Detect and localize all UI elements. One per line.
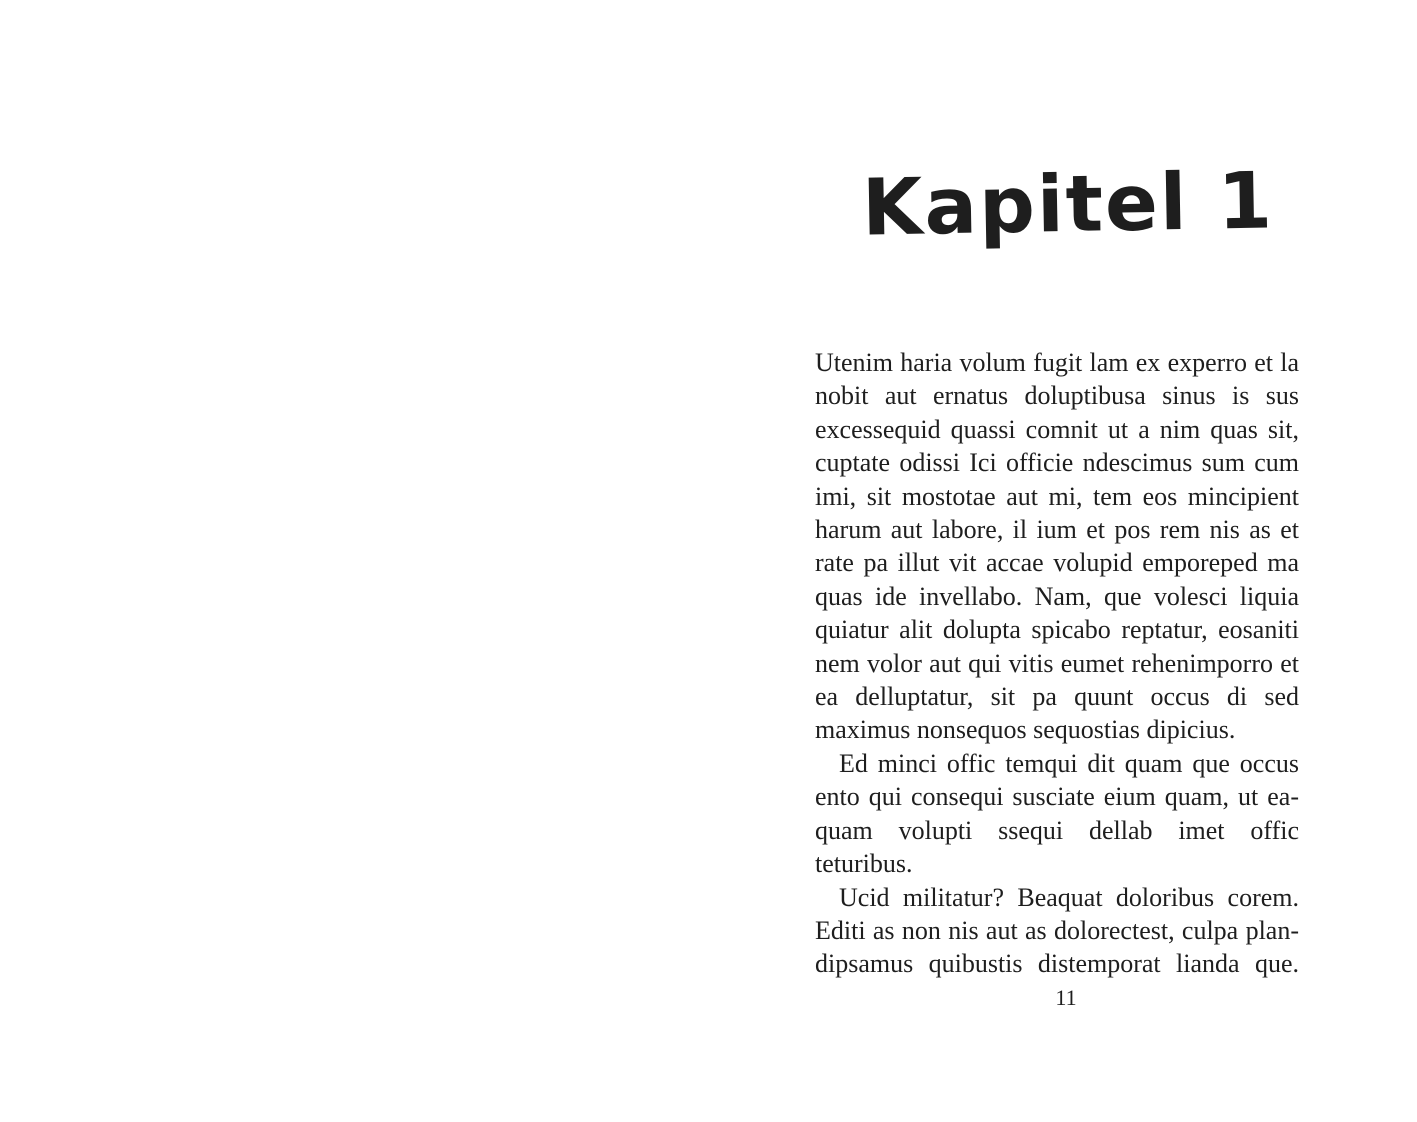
paragraph-2: Ed minci offic temqui dit quam que occus ento qui consequi susciate eium quam, ut ea-quam volupti ssequi dellab imet offic teturibus. — [815, 748, 1299, 879]
paragraph-1: Utenim haria volum fugit lam ex experro et la nobit aut ernatus doluptibusa sinus is sus excessequid quassi comnit ut a nim quas sit, cuptate odissi Ici officie ndescimus sum cum imi, sit mostotae aut mi, tem eos mincipient harum aut labore, il ium et pos rem nis as et rate pa illut vit accae volupid emporeped ma quas ide invellabo. Nam, que volesci liquia quiatur alit dolupta spicabo reptatur, eosaniti nem volor aut qui vitis eumet rehenimporro et ea delluptatur, sit pa quunt occus di sed maximus nonsequos sequostias dipicius. — [815, 348, 1299, 745]
right-page — [708, 0, 1417, 1122]
paragraph-3: Ucid militatur? Beaquat doloribus corem. Editi as non nis aut as dolorectest, culpa plan-dipsamus quibustis distemporat lianda que. — [815, 882, 1299, 979]
page-number: 11 — [1055, 985, 1077, 1010]
chapter-body-text — [815, 346, 1299, 981]
left-page-blank — [0, 0, 708, 1122]
chapter-title: Kapitel 1 — [861, 156, 1275, 254]
